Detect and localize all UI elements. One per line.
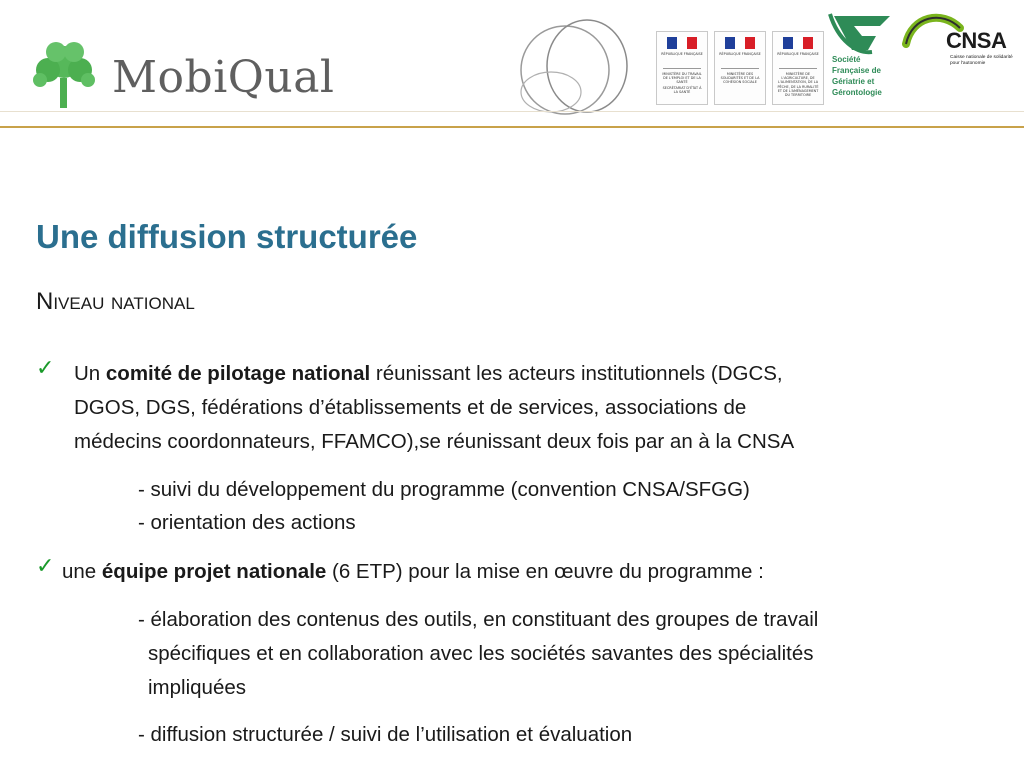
check-icon: ✓ bbox=[36, 356, 55, 381]
bullet-2-sub-2: - diffusion structurée / suivi de l’utilisation et évaluation bbox=[138, 723, 633, 746]
bullet-2-sub-1-line-2: spécifiques et en collaboration avec les sociétés savantes des spécialités bbox=[148, 642, 814, 665]
bullet-2-sub-1-line-1: - élaboration des contenus des outils, en constituant des groupes de travail bbox=[138, 608, 819, 631]
brand-name: MobiQual bbox=[112, 52, 335, 103]
bullet-2-line-1: une équipe projet nationale (6 ETP) pour la mise en œuvre du programme : bbox=[62, 560, 764, 583]
cnsa-tagline: Caisse nationale de solidarité pour l'autonomie bbox=[950, 55, 1013, 66]
sfgg-name: Société Française de Gériatrie et Gérontologie bbox=[832, 55, 882, 97]
slide-title: Une diffusion structurée bbox=[36, 218, 418, 255]
bullet-1-line-3: médecins coordonnateurs, FFAMCO),se réunissant deux fois par an à la CNSA bbox=[74, 430, 795, 453]
bullet-1-sub-2: - orientation des actions bbox=[138, 511, 356, 534]
decorative-loops-icon bbox=[505, 12, 645, 122]
ministry-logo-solidarity: RÉPUBLIQUE FRANÇAISE MINISTÈRE DES SOLIDARITÉS ET DE LA COHÉSION SOCIALE bbox=[714, 31, 766, 105]
header-divider-light bbox=[0, 111, 1024, 112]
bullet-1-sub-1: - suivi du développement du programme (convention CNSA/SFGG) bbox=[138, 478, 750, 501]
sfgg-logo-icon bbox=[828, 10, 894, 56]
flag-icon bbox=[783, 37, 813, 49]
cnsa-name: CNSA bbox=[946, 28, 1007, 53]
flag-icon bbox=[667, 37, 697, 49]
bullet-1-line-1: Un comité de pilotage national réunissant les acteurs institutionnels (DGCS, bbox=[74, 362, 783, 385]
tree-logo-icon bbox=[28, 38, 100, 110]
flag-icon bbox=[725, 37, 755, 49]
header-banner bbox=[0, 0, 1024, 130]
ministry-logo-health: RÉPUBLIQUE FRANÇAISE MINISTÈRE DU TRAVAIL DE L'EMPLOI ET DE LA SANTÉ SECRÉTARIAT D'ÉTAT À LA SANTÉ bbox=[656, 31, 708, 105]
slide-subtitle: Niveau national bbox=[36, 288, 195, 315]
ministry-logo-agriculture: RÉPUBLIQUE FRANÇAISE MINISTÈRE DE L'AGRICULTURE, DE L'ALIMENTATION, DE LA PÊCHE, DE LA RURALITÉ ET DE L'AMÉNAGEMENT DU TERRITOIRE bbox=[772, 31, 824, 105]
bullet-1-line-2: DGOS, DGS, fédérations d’établissements et de services, associations de bbox=[74, 396, 747, 419]
bullet-2-sub-1-line-3: impliquées bbox=[148, 676, 246, 699]
header-divider bbox=[0, 126, 1024, 128]
check-icon: ✓ bbox=[36, 554, 55, 579]
